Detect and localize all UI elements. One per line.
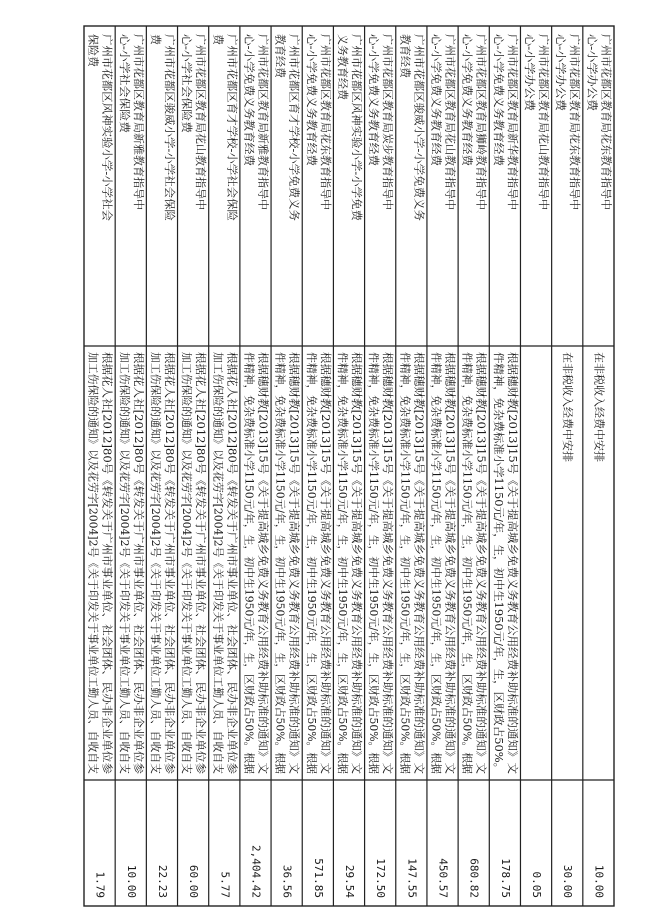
basis-cell: 根据穗财教[2013]15号《关于提高城乡免费义务教育公用经费补助标准的通知》文 [505, 352, 519, 755]
unit-name-cell: 广州市花都区教育局狮岭教育指导中 [474, 34, 489, 210]
unit-name-cell: 广州市花都区风神实验小学-小学免费 [350, 34, 363, 214]
unit-name-cell: 广州市花都区骏威小学-小学社会保险 [162, 34, 176, 214]
unit-name-cell: 广州市花都区育才学校-小学免费义务 [287, 34, 301, 214]
basis-cell: 根据穗财教[2013]15号《关于提高城乡免费义务教育公用经费补助标准的通知》文 [318, 352, 332, 755]
amount-cell: 0.05 [530, 871, 544, 898]
basis-cell: 根据穗财教[2013]15号《关于提高城乡免费义务教育公用经费补助标准的通知》文 [350, 352, 363, 755]
basis-cell: 加工伤保险的通知》以及花劳字[2004]2号《关于印发关于事业单位工勤人员、自收自支 [148, 352, 162, 781]
unit-name-cell: 广州市花都区教育局花东教育指导中 [318, 34, 333, 210]
unit-name-cell: 广州市花都区育才学校-小学社会保险 [225, 34, 239, 214]
basis-cell: 在非税收入经费中安排 [561, 352, 576, 462]
unit-name-cell: 广州市花都区教育局花东教育指导中 [568, 34, 583, 210]
basis-cell: 件精神，免杂费标准小学1150元/年，生，初中生1950元/年，生，区财政占50%。根据 [398, 352, 412, 781]
amount-cell: 10.00 [592, 864, 606, 898]
amount-cell: 450.57 [436, 858, 450, 898]
unit-name-cell: 心-小学免费义务教育经费 [304, 34, 318, 159]
basis-cell: 件精神，免杂费标准小学1150元/年，生，初中生1950元/年，生，区财政占50%。 [491, 352, 505, 759]
amount-cell: 10.00 [124, 864, 138, 898]
unit-name-cell: 广州市花都区教育局花东教育指导中 [599, 34, 614, 210]
unit-name-cell: 广州市花都区教育局花山教育指导中 [194, 34, 209, 210]
amount-cell: 2,404.42 [249, 845, 263, 898]
basis-cell: 根据花人社[2012]80号《转发关于广州市事业单位、社会团体、民办非企业单位参 [225, 352, 239, 755]
amount-cell: 30.00 [561, 864, 575, 898]
amount-cell: 60.00 [187, 864, 201, 898]
basis-cell: 根据穗财教[2013]15号《关于提高城乡免费义务教育公用经费补助标准的通知》文 [412, 352, 426, 755]
unit-name-cell: 教育经费 [398, 34, 413, 78]
amount-cell: 5.77 [218, 871, 232, 898]
amount-cell: 680.82 [467, 858, 481, 898]
unit-name-cell: 教育经费 [273, 34, 288, 78]
unit-name-cell: 费 [148, 34, 162, 45]
basis-cell: 件精神，免杂费标准小学1150元/年，生，初中生1950元/年，生，区财政占50%。根据 [429, 352, 443, 781]
amount-cell: 172.50 [374, 858, 388, 898]
basis-cell: 根据穗财教[2013]15号《关于提高城乡免费义务教育公用经费补助标准的通知》文 [256, 352, 270, 755]
basis-cell: 根据花人社[2012]80号《转发关于广州市事业单位、社会团体、民办非企业单位参 [100, 352, 114, 755]
unit-name-cell: 心-小学社会保险费 [117, 34, 131, 126]
unit-name-cell: 心-小学免费义务教育经费 [491, 34, 505, 159]
basis-cell: 件精神，免杂费标准小学1150元/年，生，初中生1950元/年，生，区财政占50%。根据 [460, 352, 474, 781]
basis-cell: 根据穗财教[2013]15号《关于提高城乡免费义务教育公用经费补助标准的通知》文 [381, 352, 395, 755]
amount-cell: 178.75 [498, 858, 512, 898]
unit-name-cell: 广州市花都区教育局新雅教育指导中 [256, 34, 271, 210]
unit-name-cell: 广州市花都区教育局新华教育指导中 [505, 34, 520, 210]
basis-cell: 件精神，免杂费标准小学1150元/年，生，初中生1950元/年，生，区财政占50%。根据 [336, 352, 349, 781]
basis-cell: 加工伤保险的通知》以及花劳字[2004]2号《关于印发关于事业单位工勤人员、自收自支 [180, 352, 194, 781]
basis-cell: 在非税收入经费中安排 [592, 352, 607, 462]
basis-cell: 根据花人社[2012]80号《转发关于广州市事业单位、社会团体、民办非企业单位参 [194, 352, 208, 755]
basis-cell: 件精神，免杂费标准小学1150元/年，生，初中生1950元/年，生，区财政占50%。根据 [273, 352, 287, 781]
unit-name-cell: 广州市花都区教育局新雅教育指导中 [131, 34, 146, 210]
basis-cell: 件精神，免杂费标准小学1150元/年，生，初中生1950元/年，生，区财政占50%。根据 [367, 352, 381, 781]
amount-cell: 36.56 [280, 864, 294, 898]
unit-name-cell: 广州市花都区风神实验小学-小学社会 [100, 34, 114, 214]
amount-cell: 1.79 [93, 871, 107, 898]
unit-name-cell: 心-小学免费义务教育经费 [460, 34, 474, 159]
unit-name-cell: 广州市花都区教育局花山教育指导中 [537, 34, 552, 210]
unit-name-cell: 费 [211, 34, 225, 45]
basis-cell: 根据花人社[2012]80号《转发关于广州市事业单位、社会团体、民办非企业单位参 [131, 352, 145, 755]
unit-name-cell: 心-小学办公费 [523, 34, 537, 104]
basis-cell: 根据穗财教[2013]15号《关于提高城乡免费义务教育公用经费补助标准的通知》文 [443, 352, 457, 755]
unit-name-cell: 心-小学办公费 [554, 34, 568, 104]
amount-cell: 147.55 [405, 858, 419, 898]
unit-name-cell: 心-小学免费义务教育经费 [429, 34, 443, 159]
unit-name-cell: 心-小学社会保险费 [180, 34, 194, 126]
basis-cell: 件精神，免杂费标准小学1150元/年，生，初中生1950元/年，生，区财政占50%。根据 [304, 352, 318, 781]
unit-name-cell: 心-小学免费义务教育经费 [242, 34, 256, 159]
unit-name-cell: 义务教育经费 [336, 34, 350, 100]
basis-cell: 加工伤保险的通知》以及花劳字[2004]2号《关于印发关于事业单位工勤人员、自收自支 [211, 352, 225, 781]
unit-name-cell: 广州市花都区教育局炭步教育指导中 [381, 34, 396, 210]
unit-name-cell: 保险费 [86, 34, 101, 67]
unit-name-cell: 心-小学免费义务教育经费 [367, 34, 381, 159]
unit-name-cell: 心-小学办公费 [585, 34, 599, 104]
unit-name-cell: 广州市花都区教育局花山教育指导中 [443, 34, 458, 210]
basis-cell: 加工伤保险的通知》以及花劳字[2004]2号《关于印发关于事业单位工勤人员、自收自支 [86, 352, 100, 781]
basis-cell: 根据穗财教[2013]15号《关于提高城乡免费义务教育公用经费补助标准的通知》文 [287, 352, 301, 755]
basis-cell: 根据穗财教[2013]15号《关于提高城乡免费义务教育公用经费补助标准的通知》文 [474, 352, 488, 755]
basis-cell: 根据花人社[2012]80号《转发关于广州市事业单位、社会团体、民办非企业单位参 [162, 352, 176, 755]
amount-cell: 22.23 [155, 864, 169, 898]
unit-name-cell: 广州市花都区骏威小学-小学免费义务 [412, 34, 426, 214]
table-row [492, 34, 520, 898]
amount-cell: 571.85 [311, 858, 325, 898]
basis-cell: 加工伤保险的通知》以及花劳字[2004]2号《关于印发关于事业单位工勤人员、自收自支 [117, 352, 131, 781]
amount-cell: 29.54 [343, 864, 356, 898]
basis-cell: 件精神，免杂费标准小学1150元/年，生，初中生1950元/年，生，区财政占50%。根据 [242, 352, 256, 781]
